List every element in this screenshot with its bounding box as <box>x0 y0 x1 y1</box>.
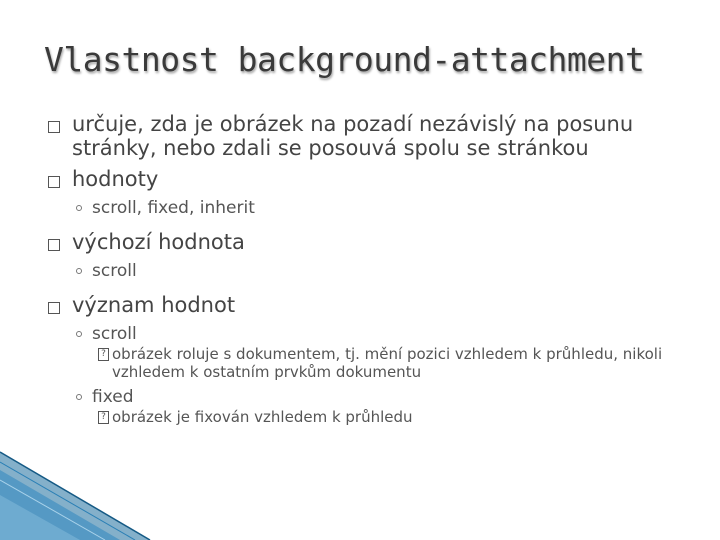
circle-bullet-icon <box>76 268 82 274</box>
sub-list-item <box>48 387 688 407</box>
detail-item <box>48 408 688 426</box>
corner-decoration <box>0 440 160 540</box>
slide-title: Vlastnost background-attachment <box>44 40 645 79</box>
circle-bullet-icon <box>76 205 82 211</box>
slide-content <box>48 112 688 432</box>
missing-glyph-icon: ? <box>98 348 109 361</box>
sub-list-item <box>48 198 688 218</box>
list-item <box>48 230 688 254</box>
list-item-text: hodnoty <box>72 167 159 191</box>
sub-list-item-text: scroll <box>92 261 137 281</box>
missing-glyph-icon: ? <box>98 411 109 424</box>
detail-item-text: obrázek je fixován vzhledem k průhledu <box>112 408 413 426</box>
sub-list-item-text: scroll, fixed, inherit <box>92 198 255 218</box>
list-item-text: význam hodnot <box>72 293 236 317</box>
square-bullet-icon <box>48 121 60 133</box>
square-bullet-icon <box>48 302 60 314</box>
circle-bullet-icon <box>76 394 82 400</box>
square-bullet-icon <box>48 176 60 188</box>
list-item-text: výchozí hodnota <box>72 230 245 254</box>
square-bullet-icon <box>48 239 60 251</box>
list-item-text: určuje, zda je obrázek na pozadí nezávislý na posunu stránky, nebo zdali se posouvá spolu se stránkou <box>72 112 634 160</box>
sub-list-item-text: fixed <box>92 387 134 407</box>
detail-item-text: obrázek roluje s dokumentem, tj. mění pozici vzhledem k průhledu, nikoli vzhledem k ostatním prvkům dokumentu <box>112 345 663 381</box>
detail-item <box>48 345 688 381</box>
sub-list-item <box>48 261 688 281</box>
list-item <box>48 167 688 191</box>
sub-list-item-text: scroll <box>92 324 137 344</box>
list-item <box>48 112 688 160</box>
list-item <box>48 293 688 317</box>
sub-list-item <box>48 324 688 344</box>
circle-bullet-icon <box>76 331 82 337</box>
